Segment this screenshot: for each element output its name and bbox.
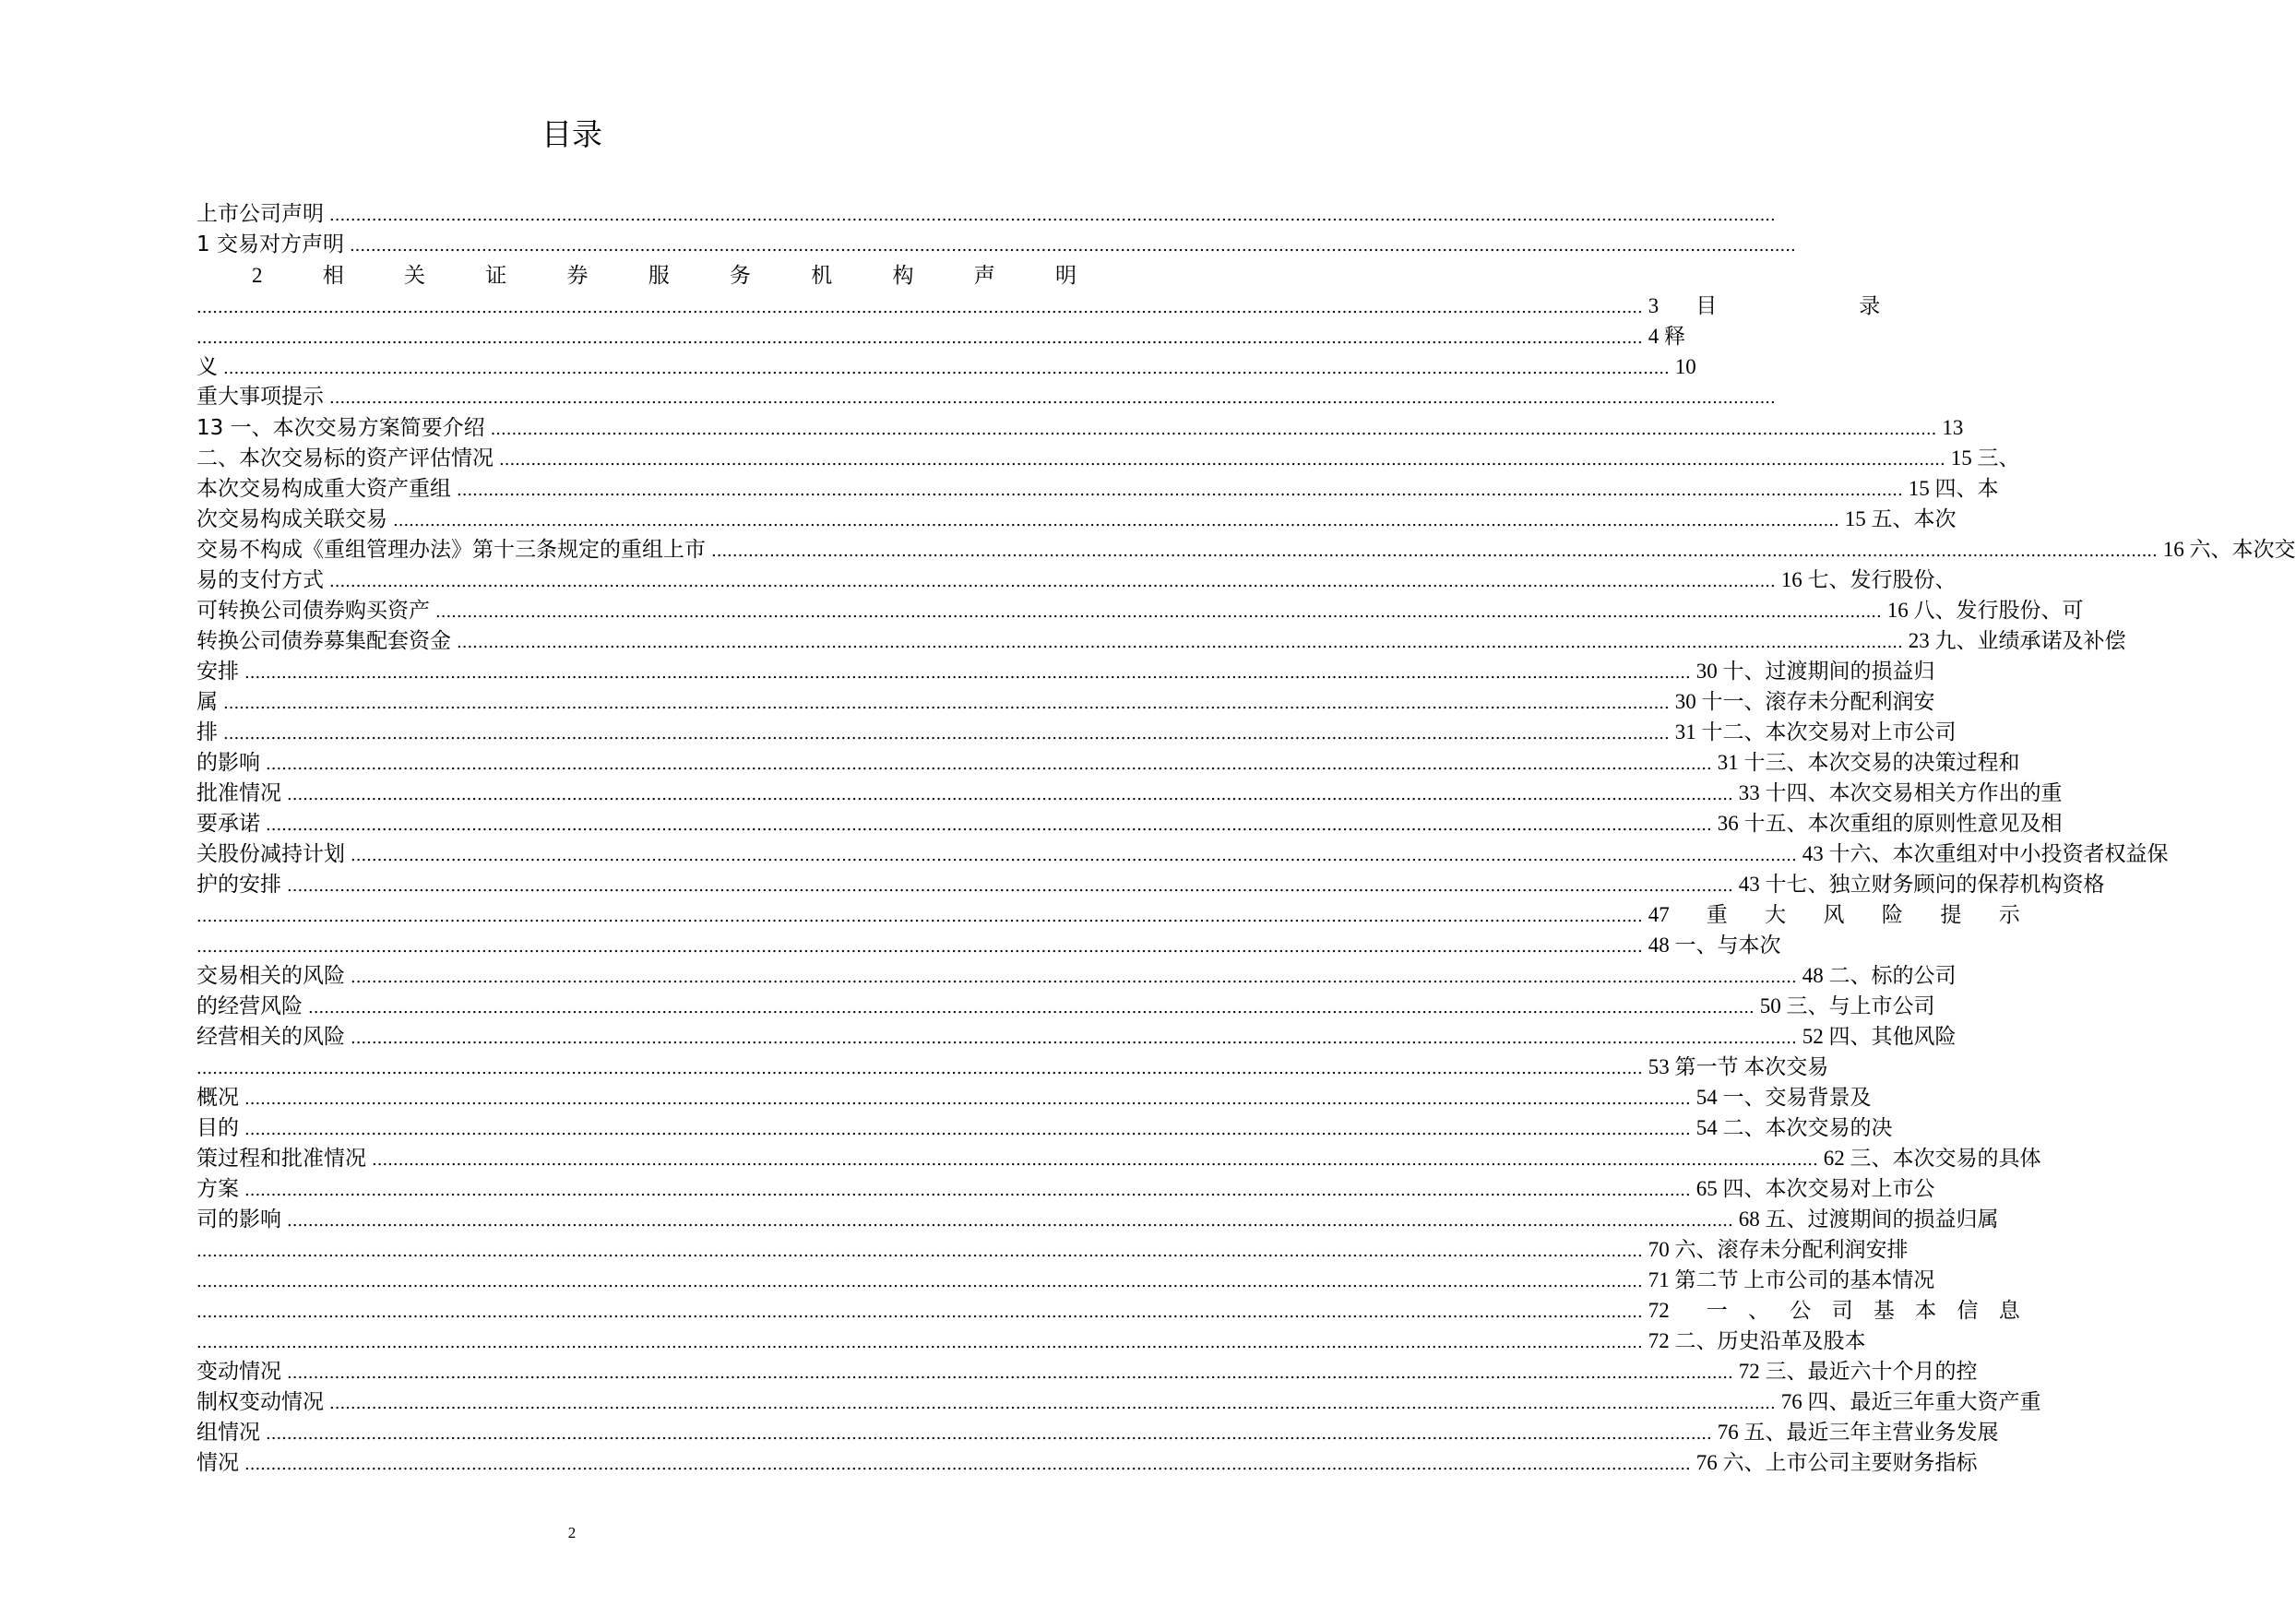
- dot-leader: [196, 292, 1643, 323]
- toc-spread-char: 险: [1881, 903, 1903, 927]
- dot-leader: [329, 566, 1776, 597]
- toc-page-and-next: 65 四、本次交易对上市公: [1695, 1177, 1935, 1200]
- toc-page-and-next: 4 释: [1648, 325, 1685, 348]
- dot-leader: [287, 1358, 1733, 1388]
- toc-page-and-next: 10: [1674, 355, 1696, 378]
- dot-leader: [266, 810, 1712, 840]
- toc-page-and-next: 48 二、标的公司: [1802, 964, 1957, 987]
- toc-page-and-next: 43 十七、独立财务顾问的保荐机构资格: [1738, 873, 2105, 896]
- toc-entry-text: 变动情况: [196, 1360, 281, 1384]
- toc-entry-text: 转换公司债券募集配套资金: [196, 629, 451, 653]
- toc-entry-text: 关股份减持计划: [196, 842, 345, 866]
- toc-spread-char: 务: [730, 264, 751, 288]
- toc-entry-text: 司的影响: [196, 1208, 281, 1231]
- toc-page-and-next: 68 五、过渡期间的损益归属: [1738, 1208, 1999, 1231]
- toc-spread-char: 券: [566, 264, 589, 288]
- toc-entry-text: 属: [196, 690, 218, 714]
- toc-line[interactable]: [196, 1356, 1978, 1386]
- toc-spread-char: 、: [1748, 1299, 1770, 1323]
- toc-entry-text: 可转换公司债券购买资产: [196, 599, 430, 623]
- toc-entry-text: 本次交易构成重大资产重组: [196, 477, 451, 501]
- toc-page-and-next: 3: [1648, 294, 1660, 317]
- toc-spread-char: 构: [892, 264, 914, 288]
- toc-line[interactable]: [196, 565, 1957, 595]
- toc-line[interactable]: [196, 991, 1935, 1021]
- dot-leader: [244, 658, 1691, 688]
- toc-spread-char: 公: [1790, 1299, 1812, 1323]
- toc-page-and-next: 33 十四、本次交易相关方作出的重: [1738, 781, 2063, 804]
- dot-leader: [196, 1297, 1643, 1327]
- toc-line[interactable]: [196, 1234, 1909, 1265]
- toc-line[interactable]: [196, 473, 1999, 504]
- toc-line[interactable]: [196, 351, 1696, 382]
- toc-spread-char: 2: [252, 264, 263, 287]
- dot-leader: [266, 1419, 1712, 1449]
- dot-leader: [223, 688, 1670, 719]
- toc-entry-text: 排: [196, 720, 218, 744]
- toc-entry-text: 交易相关的风险: [196, 964, 345, 988]
- toc-spread-char: 息: [1998, 1299, 2020, 1323]
- toc-line[interactable]: [196, 1417, 1999, 1447]
- toc-entry-text: 经营相关的风险: [196, 1025, 345, 1049]
- dot-leader: [287, 779, 1733, 810]
- toc-spread-char: 目: [1695, 294, 1718, 318]
- toc-line[interactable]: [196, 930, 1781, 960]
- table-of-contents: [196, 199, 2296, 1478]
- toc-entry-text: 策过程和批准情况: [196, 1147, 366, 1171]
- toc-line[interactable]: [196, 747, 2020, 778]
- page-number: 2: [567, 1524, 577, 1541]
- toc-entry-text: 二、本次交易标的资产评估情况: [196, 446, 494, 470]
- toc-page-and-next: 76 五、最近三年主营业务发展: [1717, 1421, 1999, 1444]
- toc-line[interactable]: [196, 1021, 1957, 1052]
- dot-leader: [244, 1175, 1691, 1206]
- dot-leader: [329, 383, 1776, 413]
- dot-leader: [196, 1053, 1643, 1084]
- page-title: 目录: [541, 116, 602, 152]
- toc-page-and-next: 62 三、本次交易的具体: [1823, 1147, 2041, 1170]
- dot-leader: [287, 871, 1733, 901]
- toc-entry-text: 1 交易对方声明: [196, 232, 344, 256]
- toc-line[interactable]: [196, 595, 2084, 625]
- dot-leader: [350, 231, 1796, 261]
- dot-leader: [223, 719, 1670, 749]
- dot-leader: [244, 1114, 1691, 1145]
- toc-spread-char: 关: [404, 264, 425, 288]
- toc-page-and-next: 16 八、发行股份、可: [1886, 599, 2084, 622]
- toc-line[interactable]: [196, 230, 1021, 260]
- toc-entry-text: 要承诺: [196, 812, 260, 836]
- dot-leader: [196, 1236, 1643, 1267]
- toc-spread-char: 本: [1915, 1299, 1937, 1323]
- toc-line[interactable]: [196, 1052, 1829, 1082]
- toc-line[interactable]: [196, 839, 2169, 869]
- toc-page-and-next: 31 十三、本次交易的决策过程和: [1717, 751, 2020, 774]
- dot-leader: [266, 749, 1712, 779]
- toc-spread-char: 服: [648, 264, 670, 288]
- toc-entry-text: 上市公司声明: [196, 202, 324, 226]
- dot-leader: [287, 1206, 1733, 1236]
- toc-line[interactable]: [196, 1112, 1893, 1143]
- toc-line[interactable]: [196, 778, 2063, 808]
- toc-page-and-next: 15 三、: [1950, 446, 2020, 470]
- toc-line[interactable]: [196, 1386, 2041, 1417]
- toc-entry-text: 概况: [196, 1086, 239, 1110]
- toc-page-and-next: 47: [1648, 903, 1670, 926]
- dot-leader: [351, 1023, 1797, 1053]
- dot-leader: [329, 200, 1776, 231]
- toc-page-and-next: 50 三、与上市公司: [1759, 994, 1935, 1017]
- toc-line[interactable]: [196, 443, 2020, 473]
- dot-leader: [196, 932, 1643, 962]
- dot-leader: [329, 1388, 1776, 1419]
- toc-page-and-next: 15 四、本: [1908, 477, 1999, 500]
- dot-leader: [244, 1449, 1691, 1480]
- toc-line[interactable]: [196, 656, 1935, 686]
- toc-spread-char: 示: [1998, 903, 2020, 927]
- toc-entry-text: 方案: [196, 1177, 239, 1201]
- toc-entry-text: 组情况: [196, 1421, 260, 1445]
- toc-page-and-next: 71 第二节 上市公司的基本情况: [1648, 1268, 1935, 1291]
- toc-line[interactable]: [196, 534, 2296, 565]
- toc-page-and-next: 53 第一节 本次交易: [1648, 1055, 1829, 1078]
- toc-entry-text: 制权变动情况: [196, 1390, 324, 1414]
- toc-spread-char: 信: [1957, 1299, 1979, 1323]
- toc-entry-text: 易的支付方式: [196, 568, 324, 592]
- dot-leader: [223, 353, 1670, 384]
- toc-page-and-next: 13: [1942, 416, 1964, 439]
- toc-page-and-next: 54 一、交易背景及: [1695, 1086, 1872, 1109]
- toc-spread-char: 司: [1831, 1299, 1853, 1323]
- toc-entry-text: 义: [196, 355, 218, 379]
- toc-entry-text: 安排: [196, 660, 239, 684]
- dot-leader: [372, 1145, 1818, 1175]
- dot-leader: [196, 901, 1643, 932]
- dot-leader: [308, 993, 1755, 1023]
- toc-page-and-next: 43 十六、本次重组对中小投资者权益保: [1802, 842, 2169, 865]
- toc-line[interactable]: [196, 625, 2126, 656]
- toc-line[interactable]: [196, 260, 1077, 291]
- toc-spread-char: 录: [1859, 294, 1881, 318]
- dot-leader: [711, 536, 2158, 566]
- toc-spread-heading: [1695, 291, 1880, 322]
- toc-line[interactable]: [196, 960, 1957, 991]
- toc-line[interactable]: [196, 717, 1957, 747]
- toc-page-and-next: 76 六、上市公司主要财务指标: [1695, 1451, 1978, 1474]
- toc-page-and-next: 16 六、本次交: [2162, 538, 2296, 561]
- toc-entry-text: 重大事项提示: [196, 385, 324, 409]
- dot-leader: [491, 414, 1937, 445]
- toc-line[interactable]: [196, 1265, 1935, 1295]
- toc-line[interactable]: [196, 1326, 1866, 1356]
- toc-entry-text: 次交易构成关联交易: [196, 507, 387, 531]
- toc-entry-text: 13 一、本次交易方案简要介绍: [196, 416, 485, 440]
- dot-leader: [351, 962, 1797, 993]
- toc-page-and-next: 23 九、业绩承诺及补偿: [1908, 629, 2126, 652]
- toc-line[interactable]: [196, 321, 1685, 351]
- toc-entry-text: 目的: [196, 1116, 239, 1140]
- toc-page-and-next: 54 二、本次交易的决: [1695, 1116, 1893, 1139]
- toc-entry-text: 批准情况: [196, 781, 281, 805]
- toc-entry-text: 护的安排: [196, 873, 281, 897]
- toc-page-and-next: 52 四、其他风险: [1802, 1025, 1957, 1048]
- toc-spread-char: 相: [322, 264, 344, 288]
- dot-leader: [435, 597, 1882, 627]
- dot-leader: [457, 627, 1903, 658]
- toc-line[interactable]: [196, 1143, 2041, 1173]
- toc-page-and-next: 70 六、滚存未分配利润安排: [1648, 1238, 1909, 1261]
- toc-line[interactable]: [196, 1295, 2020, 1326]
- toc-spread-char: 重: [1706, 903, 1728, 927]
- toc-entry-text: 交易不构成《重组管理办法》第十三条规定的重组上市: [196, 538, 706, 562]
- dot-leader: [351, 840, 1797, 871]
- toc-spread-char: 大: [1765, 903, 1787, 927]
- dot-leader: [196, 1327, 1643, 1358]
- toc-line[interactable]: [196, 1447, 1978, 1478]
- dot-leader: [393, 506, 1839, 536]
- toc-page-and-next: 48 一、与本次: [1648, 934, 1781, 957]
- dot-leader: [196, 1267, 1643, 1297]
- toc-spread-char: 一: [1706, 1299, 1728, 1323]
- toc-page-and-next: 31 十二、本次交易对上市公司: [1674, 720, 1957, 744]
- toc-spread-char: 基: [1873, 1299, 1895, 1323]
- toc-line[interactable]: [196, 382, 1021, 412]
- toc-line[interactable]: [196, 412, 1964, 443]
- dot-leader: [244, 1084, 1691, 1114]
- toc-entry-text: 的经营风险: [196, 994, 303, 1018]
- toc-line[interactable]: [196, 1204, 1999, 1234]
- toc-page-and-next: 72: [1648, 1299, 1670, 1322]
- dot-leader: [457, 475, 1903, 506]
- toc-page-and-next: 16 七、发行股份、: [1780, 568, 1957, 591]
- toc-spread-char: 提: [1940, 903, 1962, 927]
- toc-spread-char: 声: [973, 264, 995, 288]
- toc-spread-char: 明: [1055, 264, 1077, 288]
- toc-page-and-next: 30 十一、滚存未分配利润安: [1674, 690, 1935, 713]
- toc-entry-text: 情况: [196, 1451, 239, 1475]
- toc-line[interactable]: [196, 504, 1957, 534]
- toc-spread-char: 风: [1823, 903, 1845, 927]
- toc-page-and-next: 72 二、历史沿革及股本: [1648, 1329, 1866, 1352]
- toc-page-and-next: 72 三、最近六十个月的控: [1738, 1360, 1978, 1383]
- toc-line[interactable]: [196, 199, 1021, 230]
- toc-page-and-next: 15 五、本次: [1844, 507, 1957, 530]
- dot-leader: [499, 445, 1945, 475]
- toc-line[interactable]: [196, 1173, 1935, 1204]
- toc-line[interactable]: [196, 899, 2020, 930]
- toc-spread-char: 证: [485, 264, 507, 288]
- toc-line[interactable]: [196, 869, 2105, 899]
- toc-page-and-next: 30 十、过渡期间的损益归: [1695, 660, 1935, 683]
- toc-line[interactable]: [196, 291, 1881, 321]
- toc-spread-heading: [1707, 1296, 2020, 1327]
- toc-spread-heading: [1707, 900, 2020, 931]
- toc-page-and-next: 76 四、最近三年重大资产重: [1780, 1390, 2041, 1413]
- toc-line[interactable]: [196, 686, 1935, 717]
- toc-line[interactable]: [196, 808, 2063, 839]
- dot-leader: [196, 323, 1643, 353]
- toc-line[interactable]: [196, 1082, 1872, 1112]
- toc-spread-char: 机: [811, 264, 833, 288]
- toc-entry-text: 的影响: [196, 751, 260, 775]
- toc-page-and-next: 36 十五、本次重组的原则性意见及相: [1717, 812, 2063, 835]
